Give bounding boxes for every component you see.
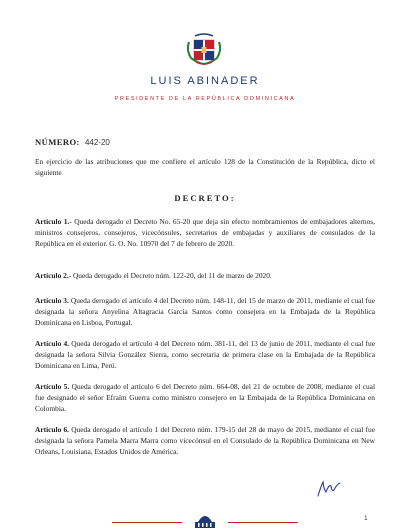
decree-number	[35, 137, 110, 147]
article-5	[35, 381, 375, 415]
article-label: Artículo 4.	[35, 339, 70, 348]
article-text: Queda derogado el artículo 1 del Decreto núm. 179-15 del 28 de mayo de 2015, mediante el cual fue designada la señora Pamela Marra Marra como vicecónsul en el Consulado de la República Dominicana en New Orleans, Louisiana, Estados Unidos de América.	[35, 425, 375, 457]
article-label: Artículo 1.-	[35, 217, 72, 226]
decree-title: DECRETO:	[174, 193, 236, 203]
article-6	[35, 424, 375, 458]
article-3	[35, 295, 375, 329]
signature-mark	[316, 478, 342, 500]
brand-name: LUIS ABINADER	[150, 75, 260, 87]
article-text: Queda derogado el artículo 4 del Decreto núm. 148-11, del 15 de marzo de 2011, mediante el cual fue designada la señora Anyelina Altagracia García Santos como consejera en la Embajada de la República Dominicana en Lisboa, Portugal.	[35, 296, 375, 328]
number-label: NÚMERO:	[35, 137, 80, 147]
page-number: 1	[364, 515, 368, 522]
article-label: Artículo 2.-	[35, 271, 72, 280]
article-2	[35, 270, 375, 281]
article-text: Queda derogado el artículo 6 del Decreto núm. 664-08, del 21 de octubre de 2008, mediante el cual fue designado el señor Efraím Guerra como ministro consejero en la Embajada de la República Dominicana en Colombia.	[35, 382, 375, 414]
article-label: Artículo 5.	[35, 382, 70, 391]
article-label: Artículo 6.	[35, 425, 70, 434]
coat-of-arms-icon	[183, 32, 225, 66]
article-label: Artículo 3.	[35, 296, 69, 305]
palace-emblem-icon	[190, 510, 220, 530]
footer-divider-right	[228, 522, 298, 523]
number-value: 442-20	[84, 138, 110, 147]
footer-divider-left	[112, 522, 182, 523]
brand-subtitle: PRESIDENTE DE LA REPÚBLICA DOMINICANA	[114, 96, 296, 102]
article-text: Queda derogado el Decreto núm. 122-20, del 11 de marzo de 2020.	[71, 271, 272, 280]
article-text: Queda derogado el artículo 4 del Decreto núm. 381-11, del 13 de junio de 2011, mediante el cual fue designada la señora Silvia González Sierra, como secretaria de primera clase en la Embajada de la República Dominicana en Lima, Perú.	[35, 339, 375, 371]
article-text: Queda derogado el Decreto No. 65-20 que deja sin efecto nombramientos de embajadores alternos, ministros consejeros, consejeros, vicecónsules, secretarios de embajadas y auxiliares de consulados de la República en el exterior. G. O. No. 10970 del 7 de febrero de 2020.	[35, 217, 376, 249]
article-4	[35, 338, 375, 372]
intro-paragraph: En ejercicio de las atribuciones que me confiere el artículo 128 de la Constitución de la República, dicto el siguiente	[35, 157, 375, 178]
article-1	[35, 216, 375, 250]
